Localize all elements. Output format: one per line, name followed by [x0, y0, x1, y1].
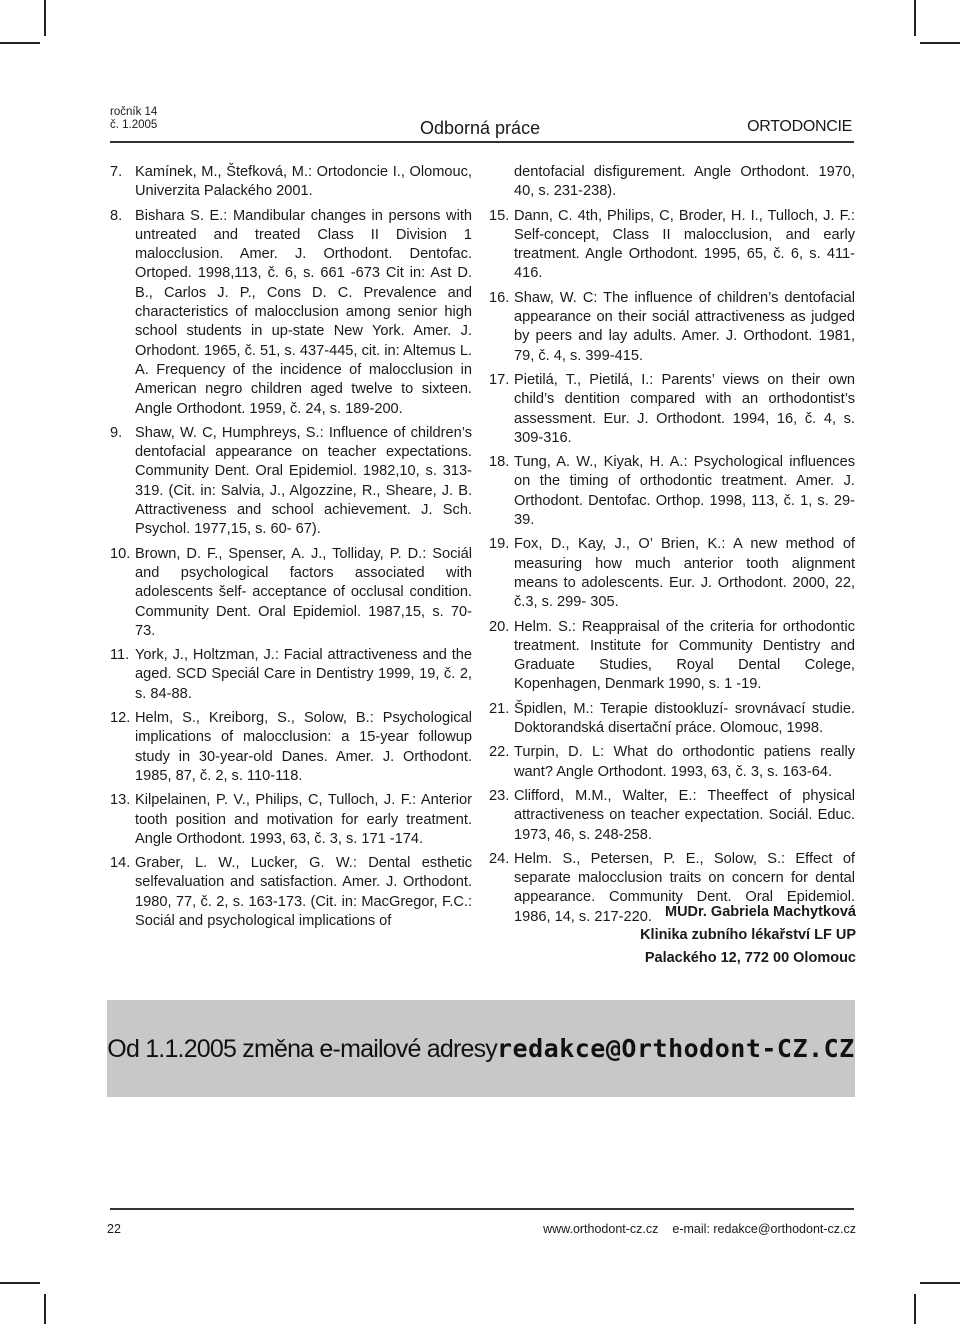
reference-text: Helm. S.: Reappraisal of the criteria for orthodontic treatment. Institute for Community Dentistry and Graduate Studies, Royal Dental Colege, Kopenhagen, Denmark 1990, s. 1 -19. — [514, 618, 855, 693]
reference-number: 19. — [489, 536, 510, 553]
reference-text: Helm. S., Petersen, P. E., Solow, S.: Effect of separate malocclusion traits on concern for dental appearance. Community Dent. Oral Epidemiol. 1986, 14, s. 217-220. — [514, 850, 855, 925]
reference-item — [489, 535, 855, 612]
reference-text: Pietilá, T., Pietilá, I.: Parents’ views on their own child’s dentition compared with an orthodontist’s assessment. Eur. J. Orthodont. 1994, 16, č. 4, s. 309-316. — [514, 371, 855, 446]
references-right-column — [489, 163, 855, 932]
reference-number: 15. — [489, 207, 510, 224]
reference-continuation: dentofacial disfigurement. Angle Orthodont. 1970, 40, s. 231-238). — [514, 164, 855, 200]
author-address: Palackého 12, 772 00 Olomouc — [644, 950, 856, 966]
reference-text: Clifford, M.M., Walter, E.: Theeffect of physical attractiveness on teacher expectation. Sociál. Educ. 1973, 46, s. 248-258. — [514, 787, 855, 843]
author-clinic: Klinika zubního lékařství LF UP — [640, 927, 856, 943]
reference-number: 23. — [489, 787, 510, 804]
reference-number: 14. — [110, 855, 131, 872]
reference-item — [489, 453, 855, 530]
reference-text: Brown, D. F., Spenser, A. J., Tolliday, P. D.: Sociál and psychological factors associated with adolescents šelf- acceptance of occlusal condition. Community Dent. Oral Epidemiol. 1987,15, s. 70-73. — [135, 545, 472, 639]
reference-number: 13. — [110, 792, 131, 809]
reference-item — [110, 545, 472, 641]
footer-rule — [110, 1208, 854, 1210]
reference-text: Shaw, W. C, Humphreys, S.: Influence of children’s dentofacial appearance on teacher expectations. Community Dent. Oral Epidemiol. 1982,10, s. 313-319. (Cit. in: Salvia, J., Algozzine, R., Sheare, J. B. Attractiveness and school achievement. J. Sch. Psychol. 1977,15, s. 60- 67). — [135, 424, 472, 538]
footer-website-link[interactable]: www.orthodont-cz.cz — [543, 1222, 659, 1236]
journal-title: ORTODONCIE — [747, 118, 852, 135]
reference-number: 12. — [110, 710, 131, 727]
reference-item — [110, 163, 472, 202]
reference-item — [489, 700, 855, 739]
author-name: MUDr. Gabriela Machytková — [665, 904, 856, 920]
reference-number: 21. — [489, 700, 510, 717]
crop-mark — [44, 1294, 46, 1324]
page-number: 22 — [107, 1222, 121, 1236]
reference-item — [489, 289, 855, 366]
reference-text: York, J., Holtzman, J.: Facial attractiveness and the aged. SCD Speciál Care in Dentistry 1999, 19, č. 2, s. 84-88. — [135, 647, 472, 702]
reference-text: Turpin, D. L: What do orthodontic patiens really want? Angle Orthodont. 1993, 63, č. 3, s. 163-64. — [514, 744, 855, 780]
reference-number: 22. — [489, 744, 510, 761]
reference-text: Helm, S., Kreiborg, S., Solow, B.: Psychological implications of malocclusion: a 15-year followup study in 30-year-old Danes. Amer. J. Orthodont. 1985, 87, č. 2, s. 110-118. — [135, 710, 472, 784]
reference-text: Kamínek, M., Štefková, M.: Ortodoncie I., Olomouc, Univerzita Palackého 2001. — [135, 164, 472, 200]
reference-text: Tung, A. W., Kiyak, H. A.: Psychological influences on the timing of orthodontic treatment. Amer. J. Orthodont. Dentofac. Orthop. 1998, 113, č. 1, s. 29-39. — [514, 454, 855, 529]
crop-mark — [920, 1282, 960, 1284]
reference-text: Kilpelainen, P. V., Philips, C, Tulloch, J. F.: Anterior tooth position and motivation for early treatment. Angle Orthodont. 1993, 63, č. 3, s. 171 -174. — [135, 792, 472, 847]
issue-volume: ročník 14 — [110, 106, 158, 118]
reference-item — [110, 646, 472, 704]
section-title: Odborná práce — [420, 118, 541, 138]
reference-item — [489, 371, 855, 448]
reference-text: Dann, C. 4th, Philips, C, Broder, H. I., Tulloch, J. F.: Self-concept, Class II malocclusion, and early treatment. Angle Orthodont. 1995, 65, č. 6, s. 411-416. — [514, 207, 855, 282]
reference-text: Shaw, W. C: The influence of children’s dentofacial appearance on their sociál attractiveness as judged by peers and lay adults. Amer. J. Orthodont. 1981, 79, č. 4, s. 399-415. — [514, 289, 855, 364]
reference-number: 10. — [110, 545, 131, 562]
crop-mark — [914, 1294, 916, 1324]
banner-email[interactable]: redakce@Orthodont-CZ.CZ — [497, 1034, 855, 1063]
reference-item — [110, 791, 472, 849]
reference-item — [110, 709, 472, 786]
reference-item — [489, 743, 855, 782]
crop-mark — [0, 1282, 40, 1284]
crop-mark — [920, 42, 960, 44]
reference-number: 24. — [489, 850, 510, 867]
reference-item — [489, 618, 855, 695]
issue-info — [110, 106, 157, 132]
reference-number: 18. — [489, 454, 510, 471]
reference-number: 16. — [489, 289, 510, 306]
banner-text: Od 1.1.2005 změna e-mailové adresy — [107, 1035, 497, 1063]
page-header — [110, 106, 852, 140]
author-signature — [640, 901, 856, 970]
references-left-column — [110, 163, 472, 936]
reference-text: Graber, L. W., Lucker, G. W.: Dental esthetic selfevaluation and satisfaction. Amer. J. Orthodont. 1980, 77, č. 2, s. 163-173. (Cit. in: MacGregor, F.C.: Sociál and psychological implications of — [135, 855, 472, 929]
reference-number: 9. — [110, 424, 123, 441]
reference-text: Bishara S. E.: Mandibular changes in persons with untreated and treated Class II Division 1 malocclusion. Amer. J. Orthodont. Dentofac. Ortoped. 1998,113, č. 6, s. 661 -673 Cit in: Ast D. B., Carlos J. P., Cons D. C. Prevalence and characteristics of malocclusion among senior high school students in up-state New York. Amer. J. Orhodont. 1965, č. 51, s. 437-445, cit. in: Altemus L. A. Frequency of the incidence of malocclusion in American negro children aged twelve to sixteen. Angle Orthodont. 1959, č. 24, s. 189-200. — [135, 207, 472, 417]
footer-email-link[interactable]: e-mail: redakce@orthodont-cz.cz — [672, 1222, 856, 1236]
reference-number: 20. — [489, 618, 510, 635]
issue-number: č. 1.2005 — [110, 119, 158, 131]
email-change-banner — [107, 1000, 855, 1097]
reference-number: 11. — [110, 647, 130, 664]
reference-text: Fox, D., Kay, J., O’ Brien, K.: A new method of measuring how much anterior tooth alignment means to adolescents. Eur. J. Orthodont. 2000, 22, č.3, s. 299- 305. — [514, 536, 855, 611]
crop-mark — [44, 0, 46, 36]
footer-contact — [529, 1222, 856, 1236]
reference-item — [110, 854, 472, 931]
reference-item — [489, 207, 855, 284]
reference-item — [110, 207, 472, 419]
reference-item — [110, 424, 472, 540]
reference-number: 8. — [110, 207, 123, 224]
crop-mark — [914, 0, 916, 36]
crop-mark — [0, 42, 40, 44]
reference-number: 7. — [110, 164, 123, 180]
header-rule — [110, 141, 854, 143]
reference-number: 17. — [489, 371, 510, 388]
reference-item — [489, 787, 855, 845]
reference-text: Špidlen, M.: Terapie distookluzí- srovnávací studie. Doktorandská disertační práce. Olomouc, 1998. — [514, 700, 855, 737]
